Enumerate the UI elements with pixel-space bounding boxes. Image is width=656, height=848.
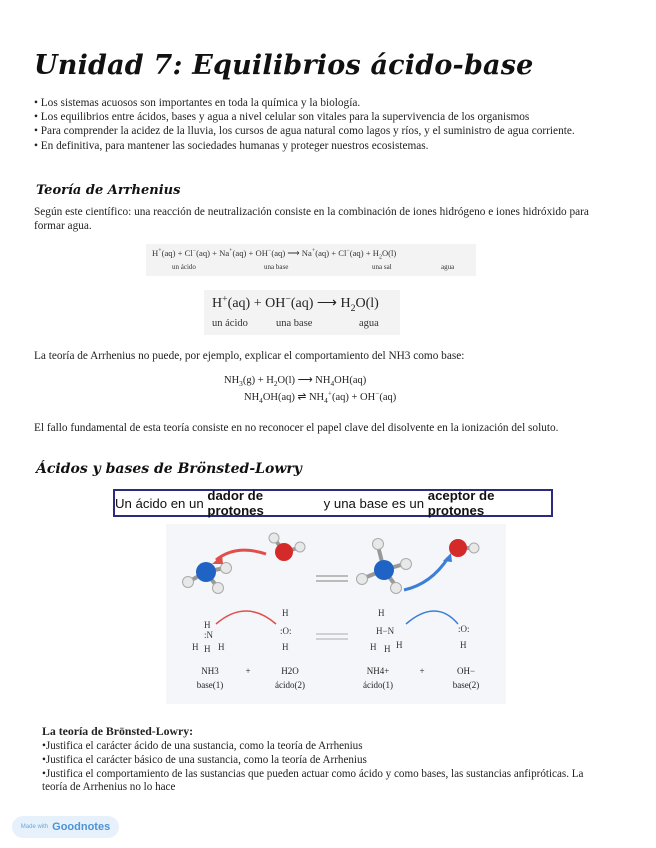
neutralization-equation-net: [204, 290, 400, 335]
equation-label: agua: [359, 318, 379, 329]
svg-text:H: H: [282, 642, 289, 652]
page-title: Unidad 7: Equilibrios ácido-base: [34, 50, 534, 81]
definition-text: y una base es un: [319, 495, 428, 511]
species-label: +: [245, 666, 251, 676]
equation-label: una base: [264, 263, 289, 271]
svg-text:H: H: [218, 642, 225, 652]
svg-text:H: H: [282, 608, 289, 618]
equation-label: un ácido: [172, 263, 196, 271]
watermark-made-with: Made with: [20, 824, 49, 830]
bronsted-definition-box: [113, 489, 553, 517]
definition-bold: aceptor de protones: [427, 488, 495, 518]
species-label: NH3: [201, 666, 219, 676]
bronsted-summary-list: [42, 740, 597, 795]
svg-text:H: H: [370, 642, 377, 652]
species-label: +: [419, 666, 425, 676]
summary-point: •Justifica el carácter básico de una sustancia, como la teoría de Arrhenius: [42, 753, 367, 766]
definition-text: Un ácido en un: [115, 495, 208, 511]
svg-text::O:: :O:: [280, 626, 292, 636]
equation-line: H+(aq) + Cl−(aq) + Na+(aq) + OH−(aq) ⟶ $Na^+(aq) + Cl^-(aq) + H_2O(l)$: [152, 248, 397, 261]
svg-text::N: :N: [204, 630, 213, 640]
bronsted-summary-heading: La teoría de Brönsted-Lowry:: [42, 724, 194, 738]
intro-bullet-list: [34, 96, 594, 153]
bronsted-heading: Ácidos y bases de Brönsted-Lowry: [36, 461, 302, 477]
svg-text:H: H: [384, 644, 391, 654]
bronsted-reaction-diagram: [166, 524, 506, 704]
arrhenius-limitation: La teoría de Arrhenius no puede, por ejemplo, explicar el comportamiento del NH3 como base:: [34, 350, 465, 362]
equation-label: un ácido: [212, 318, 248, 329]
intro-bullet: • Para comprender la acidez de la lluvia, los cursos de agua natural como lagos y ríos, y el suministro de agua corriente.: [34, 125, 575, 138]
role-label: base(2): [452, 680, 480, 690]
intro-bullet: • Los equilibrios entre ácidos, bases y agua a nivel celular son vitales para la supervivencia de los organismos: [34, 111, 530, 124]
definition-bold: dador de protones: [207, 488, 264, 518]
svg-text:H: H: [378, 608, 385, 618]
svg-text:H: H: [204, 644, 211, 654]
ammonia-equations: [216, 372, 396, 406]
arrhenius-failure: El fallo fundamental de esta teoría consiste en no reconocer el papel clave del disolvente en la ionización del soluto.: [34, 422, 559, 434]
equation-label: agua: [441, 263, 455, 271]
equation-line: $NH_4OH(aq)$ ⇌ $NH_4^+(aq) + OH^-(aq)$: [244, 388, 397, 406]
svg-text:H−N: H−N: [376, 626, 395, 636]
watermark-brand: Goodnotes: [52, 821, 111, 833]
equation-label: una base: [276, 318, 313, 329]
svg-text::O:: :O:: [458, 624, 470, 634]
equation-line: $NH_3(g) + H_2O(l)$ ⟶ $NH_4OH(aq)$: [224, 375, 367, 389]
neutralization-equation-full: [146, 244, 476, 276]
svg-text:H: H: [460, 640, 467, 650]
equation-line: H+(aq) + OH−(aq) ⟶ $H_2O(l)$: [212, 293, 379, 314]
svg-text:H: H: [396, 640, 403, 650]
arrhenius-definition: Según este científico: una reacción de neutralización consiste en la combinación de iones hidrógeno e iones hidróxido para formar agua.: [34, 206, 589, 233]
equation-label: una sal: [372, 263, 392, 271]
species-label: H2O: [281, 666, 299, 676]
species-label: NH4+: [366, 666, 390, 676]
arrhenius-heading: Teoría de Arrhenius: [36, 183, 181, 198]
role-label: ácido(1): [363, 680, 393, 690]
intro-bullet: • En definitiva, para mantener las sociedades humanas y proteger nuestros ecosistemas.: [34, 139, 429, 152]
role-label: base(1): [196, 680, 224, 690]
summary-point: •Justifica el comportamiento de las sustancias que pueden actuar como ácido y como bases, las sustancias anfipróticas. La teoría de Arrhenius no lo hace: [42, 767, 584, 794]
species-label: OH−: [456, 666, 476, 676]
intro-bullet: • Los sistemas acuosos son importantes en toda la química y la biología.: [34, 97, 361, 109]
svg-text:H: H: [192, 642, 199, 652]
goodnotes-watermark: [12, 816, 119, 838]
summary-point: •Justifica el carácter ácido de una sustancia, como la teoría de Arrhenius: [42, 740, 363, 752]
role-label: ácido(2): [275, 680, 305, 690]
svg-text:H: H: [204, 620, 211, 630]
